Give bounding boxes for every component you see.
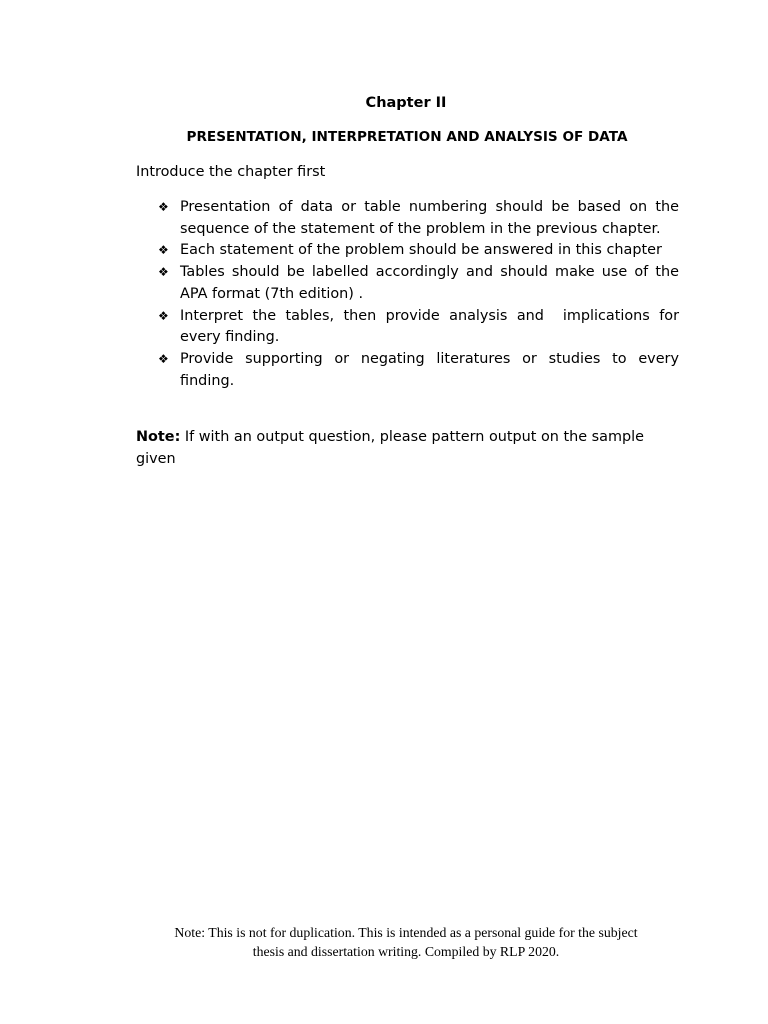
list-item-text: Interpret the tables, then provide analysis and implications for every finding.: [180, 307, 684, 346]
diamond-bullet-icon: ❖: [158, 308, 169, 323]
list-item: [158, 349, 679, 392]
footer-line: thesis and dissertation writing. Compiled by RLP 2020.: [252, 943, 560, 959]
footer-note: [130, 924, 682, 961]
note-paragraph: [136, 426, 681, 470]
list-item-text: Each statement of the problem should be answered in this chapter: [180, 242, 662, 259]
guideline-list: [158, 197, 684, 392]
list-item: [158, 240, 679, 262]
list-item: [158, 306, 684, 349]
list-item-text: Provide supporting or negating literatures or studies to every finding.: [180, 350, 679, 389]
footer-line: Note: This is not for duplication. This is intended as a personal guide for the subject: [174, 925, 638, 940]
diamond-bullet-icon: ❖: [158, 200, 169, 214]
intro-text: Introduce the chapter first: [136, 164, 326, 180]
note-text: If with an output question, please pattern output on the sample given: [136, 429, 644, 467]
note-label: Note:: [136, 429, 181, 445]
chapter-title: Chapter II: [365, 95, 447, 111]
list-item-text: Tables should be labelled accordingly and should make use of the APA format (7th edition) .: [180, 264, 679, 302]
list-item-text: Presentation of data or table numbering should be based on the sequence of the statement of the problem in the previous chapter.: [180, 199, 679, 237]
section-title: PRESENTATION, INTERPRETATION AND ANALYSIS OF DATA: [186, 129, 628, 145]
list-item: [158, 262, 679, 305]
diamond-bullet-icon: ❖: [158, 265, 169, 280]
diamond-bullet-icon: ❖: [158, 243, 169, 258]
diamond-bullet-icon: ❖: [158, 351, 169, 366]
list-item: [158, 197, 679, 240]
